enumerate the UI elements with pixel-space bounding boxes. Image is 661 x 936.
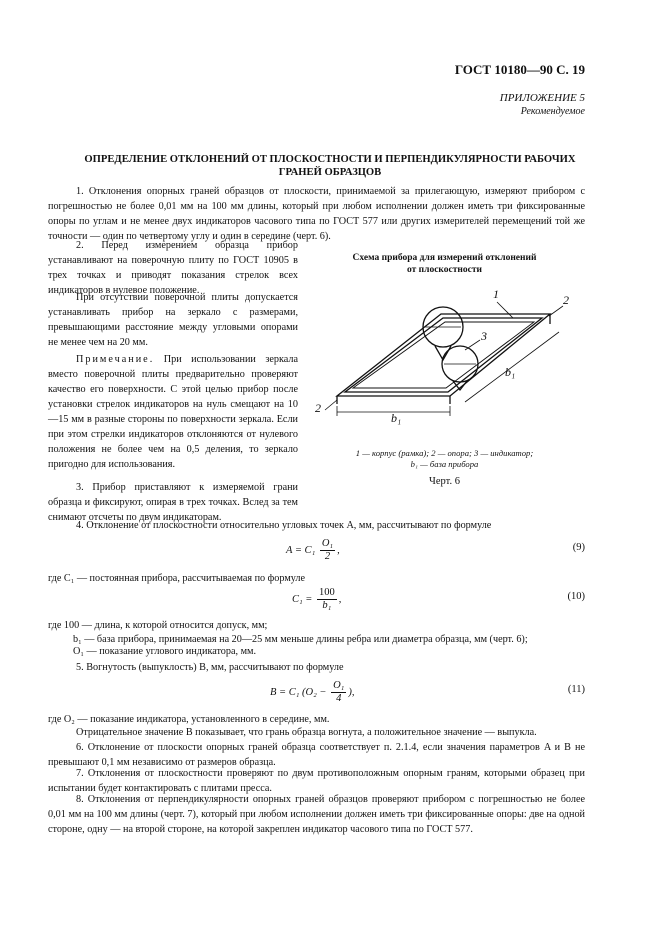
where-o2: где O₂ — показание индикатора, установленного в середине, мм.: [48, 714, 330, 725]
eq9-numerator: O₁: [321, 538, 334, 549]
equation-9-number: (9): [572, 542, 585, 553]
note-label: Примечание.: [76, 354, 155, 365]
figure-legend: [312, 448, 577, 470]
eq9-lhs: A = C₁: [286, 544, 316, 556]
paragraph-2b: При отсутствии поверочной плиты допускается устанавливать прибор на зеркало с размерами, превышающими расстояние между угловыми опорами не менее чем на 20 мм.: [48, 292, 298, 348]
eq10-numerator: 100: [319, 587, 335, 598]
label-2-right: 2: [563, 293, 569, 307]
paragraph-5: 5. Вогнутость (выпуклость) B, мм, рассчитывают по формуле: [76, 662, 344, 673]
equation-11-number: (11): [567, 684, 585, 695]
leader-1: [497, 302, 513, 318]
figure-legend-line1: 1 — корпус (рамка); 2 — опора; 3 — индикатор;: [355, 448, 534, 458]
label-b1-diagonal: b₁: [505, 365, 516, 379]
appendix-subtitle: Рекомендуемое: [520, 106, 585, 117]
document-title-line2: ГРАНЕЙ ОБРАЗЦОВ: [278, 167, 382, 178]
where-100: где 100 — длина, к которой относится допуск, мм;: [48, 620, 268, 631]
figure-caption: Черт. 6: [429, 476, 460, 487]
label-3: 3: [481, 329, 487, 343]
eq9-fraction: [320, 538, 335, 563]
page-header: ГОСТ 10180—90 С. 19: [454, 62, 585, 77]
label-1: 1: [493, 287, 499, 301]
figure-title-line2: от плоскостности: [407, 265, 482, 275]
equation-9: [286, 538, 340, 563]
paragraph-8: 8. Отклонения от перпендикулярности опорных граней образцов проверяют прибором с погрешностью не более 0,01 мм на 100 мм длины (черт. 7), который при любом исполнении должен иметь три фиксированные опоры: две на одной стороне, одну — на второй стороне, на которой закреплен индикатор часового типа по ГОСТ 577.: [48, 794, 585, 835]
frame-inner: [345, 318, 542, 392]
paragraph-1: 1. Отклонения опорных граней образцов от плоскости, принимаемой за прилегающую, измеряют прибором с погрешностью не более 0,01 мм на 100 мм длины, который при любом исполнении должен иметь три фиксированные опоры по углам и не менее двух индикаторов часового типа по ГОСТ 577 или других измерителей перемещений той же точности — один по четвертому углу и один в середине (черт. 6).: [48, 186, 585, 242]
eq10-lhs: C₁ =: [292, 593, 313, 605]
appendix-title: ПРИЛОЖЕНИЕ 5: [499, 92, 585, 104]
eq10-fraction: [317, 587, 337, 612]
leader-2-left: [325, 400, 337, 410]
eq10-tail: ,: [338, 593, 342, 605]
figure-title-line1: Схема прибора для измерений отклонений: [352, 253, 537, 263]
equation-10: [292, 587, 341, 612]
where-b1: b₁ — база прибора, принимаемая на 20—25 мм меньше длины ребра или диаметра образца, мм (черт. 6);: [73, 634, 528, 645]
figure-title: [312, 252, 577, 276]
document-title-line1: ОПРЕДЕЛЕНИЕ ОТКЛОНЕНИЙ ОТ ПЛОСКОСТНОСТИ И ПЕРПЕНДИКУЛЯРНОСТИ РАБОЧИХ: [84, 154, 576, 165]
equation-11: [270, 680, 354, 705]
label-b1-bottom: b₁: [391, 411, 402, 425]
frame-outer: [337, 314, 550, 396]
paragraph-2: 2. Перед измерением образца прибор устанавливают на поверочную плиту по ГОСТ 10905 в трех точках и приводят показания стрелок всех индикаторов в нулевое положение.: [48, 240, 298, 296]
eq11-lhs: B = C₁ (O₂ −: [270, 686, 327, 698]
eq11-fraction: [331, 680, 346, 705]
eq11-numerator: O₁: [333, 680, 345, 691]
document-title: [60, 153, 600, 179]
eq9-tail: ,: [337, 544, 340, 556]
eq10-denominator: b₁: [322, 600, 332, 611]
figure-legend-line2: b₁ — база прибора: [410, 459, 479, 469]
instrument-diagram: [305, 280, 585, 430]
label-2-left: 2: [315, 401, 321, 415]
eq11-tail: ),: [348, 686, 355, 698]
paragraph-5b: Отрицательное значение B показывает, что грань образца вогнута, а положительное значение — выпукла.: [76, 727, 537, 738]
equation-10-number: (10): [567, 591, 585, 602]
leader-2-right: [549, 306, 563, 316]
paragraph-6: 6. Отклонение от плоскости опорных граней образца соответствует п. 2.1.4, если значения параметров A и B не превышают 0,1 мм независимо от размеров образца.: [48, 742, 585, 768]
where-o1: O₁ — показание углового индикатора, мм.: [73, 646, 257, 657]
paragraph-7: 7. Отклонения от плоскостности проверяют по двум противоположным опорным граням, которыми образец при испытании будет контактировать с плитами пресса.: [48, 768, 585, 794]
paragraph-4: 4. Отклонение от плоскостности относительно угловых точек A, мм, рассчитывают по формуле: [76, 520, 492, 531]
eq11-denominator: 4: [336, 693, 342, 704]
leader-3: [465, 340, 480, 350]
note: [48, 352, 298, 472]
paragraph-3: 3. Прибор приставляют к измеряемой грани образца и фиксируют, опирая в трех точках. Вслед за тем снимают отсчеты по двум индикаторам.: [48, 482, 298, 523]
eq9-denominator: 2: [324, 551, 331, 562]
note-text: При использовании зеркала вместо поверочной плиты предварительно проверяют качество его поверхности. С этой целью прибор после установки стрелок индикаторов на нуль смещают на 10—15 мм в разные стороны по поверхности зеркала. Если при этом стрелки индикаторов отклоняются от нулевого положения не более чем на 0,5 деления, то зеркало пригодно для использования.: [48, 354, 299, 470]
where-c1: где C₁ — постоянная прибора, рассчитываемая по формуле: [48, 573, 306, 584]
